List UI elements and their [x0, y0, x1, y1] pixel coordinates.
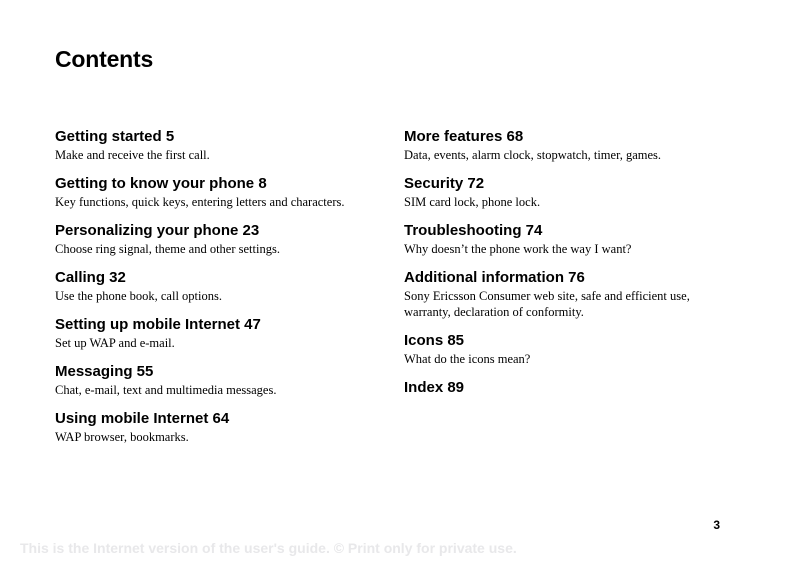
- toc-entry-description: Choose ring signal, theme and other settings.: [55, 242, 280, 256]
- page-title: Contents: [55, 46, 154, 72]
- toc-entry-description: Key functions, quick keys, entering letters and characters.: [55, 195, 345, 209]
- toc-entry-description: Sony Ericsson Consumer web site, safe and efficient use, warranty, declaration of conformity.: [404, 289, 690, 319]
- toc-entry-title[interactable]: Getting started 5: [55, 128, 175, 145]
- toc-entry[interactable]: [55, 409, 385, 445]
- toc-entry-description: SIM card lock, phone lock.: [404, 195, 541, 209]
- toc-entry-description: Set up WAP and e-mail.: [55, 336, 175, 350]
- toc-entry-title[interactable]: Troubleshooting 74: [404, 222, 543, 239]
- toc-entry-description: Use the phone book, call options.: [55, 289, 222, 303]
- toc-entry[interactable]: [404, 268, 734, 320]
- toc-entry-title[interactable]: Icons 85: [404, 332, 465, 349]
- toc-entry[interactable]: [55, 127, 385, 163]
- toc-entry[interactable]: [55, 362, 385, 398]
- toc-entry-description: Make and receive the first call.: [55, 148, 210, 162]
- toc-entry-description: Chat, e-mail, text and multimedia messages.: [55, 383, 277, 397]
- toc-entry-title[interactable]: Index 89: [404, 379, 465, 396]
- toc-entry-title[interactable]: Personalizing your phone 23: [55, 222, 260, 239]
- toc-entry-description: Why doesn’t the phone work the way I want?: [404, 242, 632, 256]
- toc-entry-title[interactable]: Additional information 76: [404, 269, 585, 286]
- toc-entry-description: Data, events, alarm clock, stopwatch, timer, games.: [404, 148, 662, 162]
- toc-entry-description: What do the icons mean?: [404, 352, 531, 366]
- toc-entry[interactable]: [404, 127, 734, 163]
- toc-entry-title[interactable]: Using mobile Internet 64: [55, 410, 230, 427]
- toc-entry[interactable]: [55, 315, 385, 351]
- toc-entry[interactable]: [404, 221, 734, 257]
- toc-entry-title[interactable]: Calling 32: [55, 269, 126, 286]
- toc-entry[interactable]: [55, 268, 385, 304]
- toc-entry[interactable]: [55, 174, 385, 210]
- page-number: 3: [713, 518, 720, 532]
- contents-left-column: [55, 127, 385, 456]
- toc-entry-title[interactable]: Messaging 55: [55, 363, 154, 380]
- toc-entry[interactable]: [404, 174, 734, 210]
- contents-right-column: [404, 127, 734, 409]
- toc-entry-title[interactable]: Getting to know your phone 8: [55, 175, 267, 192]
- footer-watermark-text: This is the Internet version of the user's guide. © Print only for private use.: [20, 540, 517, 556]
- toc-entry-title[interactable]: Security 72: [404, 175, 485, 192]
- toc-entry-title[interactable]: Setting up mobile Internet 47: [55, 316, 261, 333]
- toc-entry[interactable]: [404, 331, 734, 367]
- toc-entry[interactable]: [55, 221, 385, 257]
- toc-entry[interactable]: [404, 378, 734, 398]
- toc-entry-description: WAP browser, bookmarks.: [55, 430, 189, 444]
- toc-entry-title[interactable]: More features 68: [404, 128, 524, 145]
